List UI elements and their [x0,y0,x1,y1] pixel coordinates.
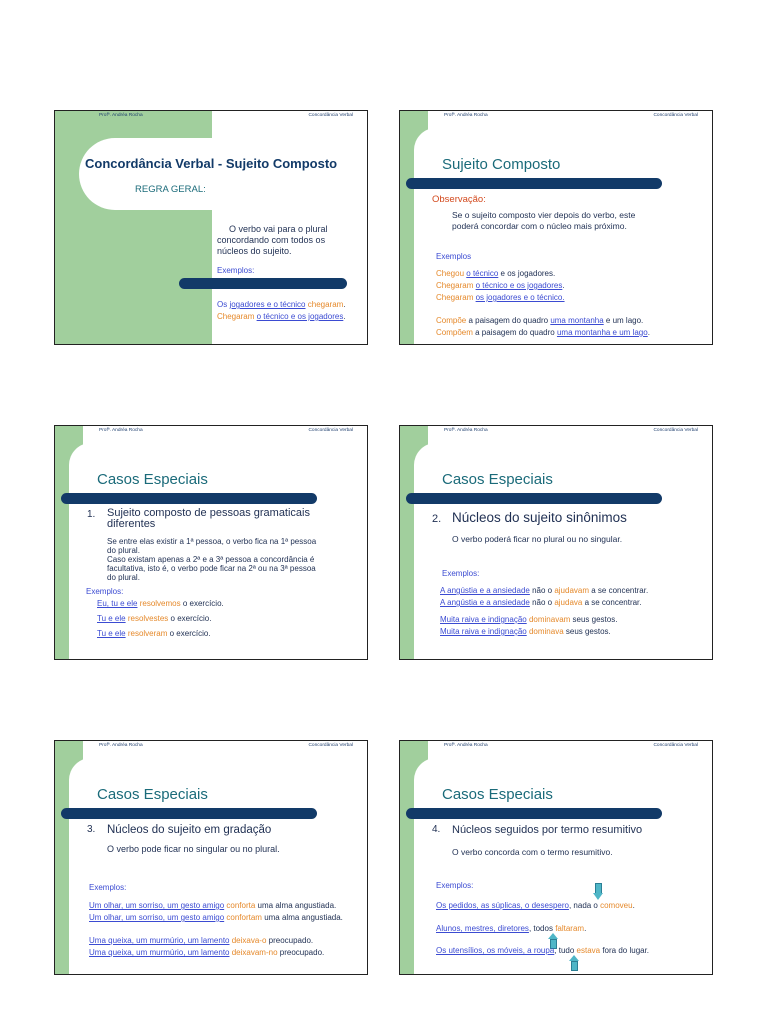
example-line: Tu e ele resolveram o exercício. [97,629,211,638]
slide-1 [54,110,368,345]
body-line: Se entre elas existir a 1ª pessoa, o verbo fica na 1ª pessoa [107,537,317,546]
slide-3 [54,425,368,660]
item-number: 1. [87,509,96,520]
slide-title: Sujeito Composto [442,156,561,173]
examples-label: Exemplos: [436,881,474,890]
divider-bar [179,278,347,289]
example-line: A angústia e a ansiedade não o ajudava a se concentrar. [440,598,642,607]
examples-label: Exemplos: [442,569,480,578]
example-line: Os jogadores e o técnico chegaram. [217,300,346,309]
slide-title: Casos Especiais [97,786,208,803]
slide-title: Casos Especiais [97,471,208,488]
body-line: O verbo concorda com o termo resumitivo. [452,847,613,857]
item-number: 2. [432,513,442,525]
observation-label: Observação: [432,194,486,205]
slide-2 [399,110,713,345]
slide-title: Concordância Verbal - Sujeito Composto [85,156,338,171]
slide-header [55,426,367,433]
examples-label: Exemplos: [217,266,255,275]
body-line: do plural. [107,546,140,555]
item-number: 4. [432,824,441,835]
title-panel [79,138,368,210]
header-author: Profª. Andréa Rocha [99,428,143,433]
body-line: núcleos do sujeito. [217,246,292,256]
down-arrow-icon [593,883,603,900]
divider-bar [406,178,662,189]
item-heading: Sujeito composto de pessoas gramaticais [107,507,310,519]
header-author: Profª. Andréa Rocha [99,743,143,748]
slide-header [400,111,712,118]
example-line: Os pedidos, as súplicas, o desespero, nada o comoveu. [436,901,635,910]
slide-4 [399,425,713,660]
body-line: do plural. [107,573,140,582]
header-topic: Concordância Verbal [308,428,353,433]
body-line: Caso existam apenas a 2ª e a 3ª pessoa a concordância é [107,555,315,564]
slide-header [55,111,367,118]
example-line: Alunos, mestres, diretores, todos faltaram. [436,924,587,933]
body-line: facultativa, isto é, o verbo pode ficar na 2ª ou na 3ª pessoa [107,564,316,573]
body-line: concordando com todos os [217,235,326,245]
item-heading: Núcleos do sujeito em gradação [107,824,272,836]
slide-title: Casos Especiais [442,786,553,803]
body-line: Se o sujeito composto vier depois do verbo, este [452,210,636,220]
examples-label: Exemplos: [86,587,124,596]
example-line: Chegou o técnico e os jogadores. [436,269,556,278]
item-heading: Núcleos seguidos por termo resumitivo [452,824,643,836]
example-line: Compõe a paisagem do quadro uma montanha e um lago. [436,316,644,325]
slide-header [55,741,367,748]
divider-bar [61,493,317,504]
body-line: poderá concordar com o núcleo mais próximo. [452,221,627,231]
divider-bar [406,808,662,819]
header-topic: Concordância Verbal [653,743,698,748]
body-line: O verbo vai para o plural [229,224,328,234]
examples-label: Exemplos [436,252,472,261]
example-line: Uma queixa, um murmúrio, um lamento deixava-o preocupado. [89,936,314,945]
item-heading: Núcleos do sujeito sinônimos [452,510,627,525]
example-line: Compõem a paisagem do quadro uma montanha e um lago. [436,328,650,337]
header-topic: Concordância Verbal [653,113,698,118]
subtitle: REGRA GERAL: [135,184,206,195]
example-line: Chegaram os jogadores e o técnico. [436,293,565,302]
slide-5 [54,740,368,975]
example-line: Muita raiva e indignação dominava seus gestos. [440,627,611,636]
example-line: Uma queixa, um murmúrio, um lamento deixavam-no preocupado. [89,948,325,957]
item-number: 3. [87,824,96,835]
divider-bar [406,493,662,504]
header-topic: Concordância Verbal [308,113,353,118]
up-arrow-icon [569,955,579,970]
header-author: Profª. Andréa Rocha [444,428,488,433]
example-line: Chegaram o técnico e os jogadores. [436,281,565,290]
example-line: Os utensílios, os móveis, a roupa, tudo estava fora do lugar. [436,946,650,955]
slide-6 [399,740,713,975]
header-author: Profª. Andréa Rocha [444,113,488,118]
example-line: Tu e ele resolvestes o exercício. [97,614,212,623]
example-line: Muita raiva e indignação dominavam seus gestos. [440,615,618,624]
header-author: Profª. Andréa Rocha [99,113,143,118]
slide-header [400,426,712,433]
header-topic: Concordância Verbal [653,428,698,433]
item-heading: diferentes [107,518,156,530]
body-line: O verbo poderá ficar no plural ou no singular. [452,534,623,544]
example-line: Um olhar, um sorriso, um gesto amigo confortam uma alma angustiada. [89,913,343,922]
example-line: A angústia e a ansiedade não o ajudavam a se concentrar. [440,586,649,595]
examples-label: Exemplos: [89,883,127,892]
divider-bar [61,808,317,819]
body-line: O verbo pode ficar no singular ou no plural. [107,844,280,854]
slide-header [400,741,712,748]
example-line: Eu, tu e ele resolvemos o exercício. [97,599,224,608]
example-line: Um olhar, um sorriso, um gesto amigo conforta uma alma angustiada. [89,901,337,910]
header-author: Profª. Andréa Rocha [444,743,488,748]
header-topic: Concordância Verbal [308,743,353,748]
example-line: Chegaram o técnico e os jogadores. [217,312,346,321]
slide-title: Casos Especiais [442,471,553,488]
